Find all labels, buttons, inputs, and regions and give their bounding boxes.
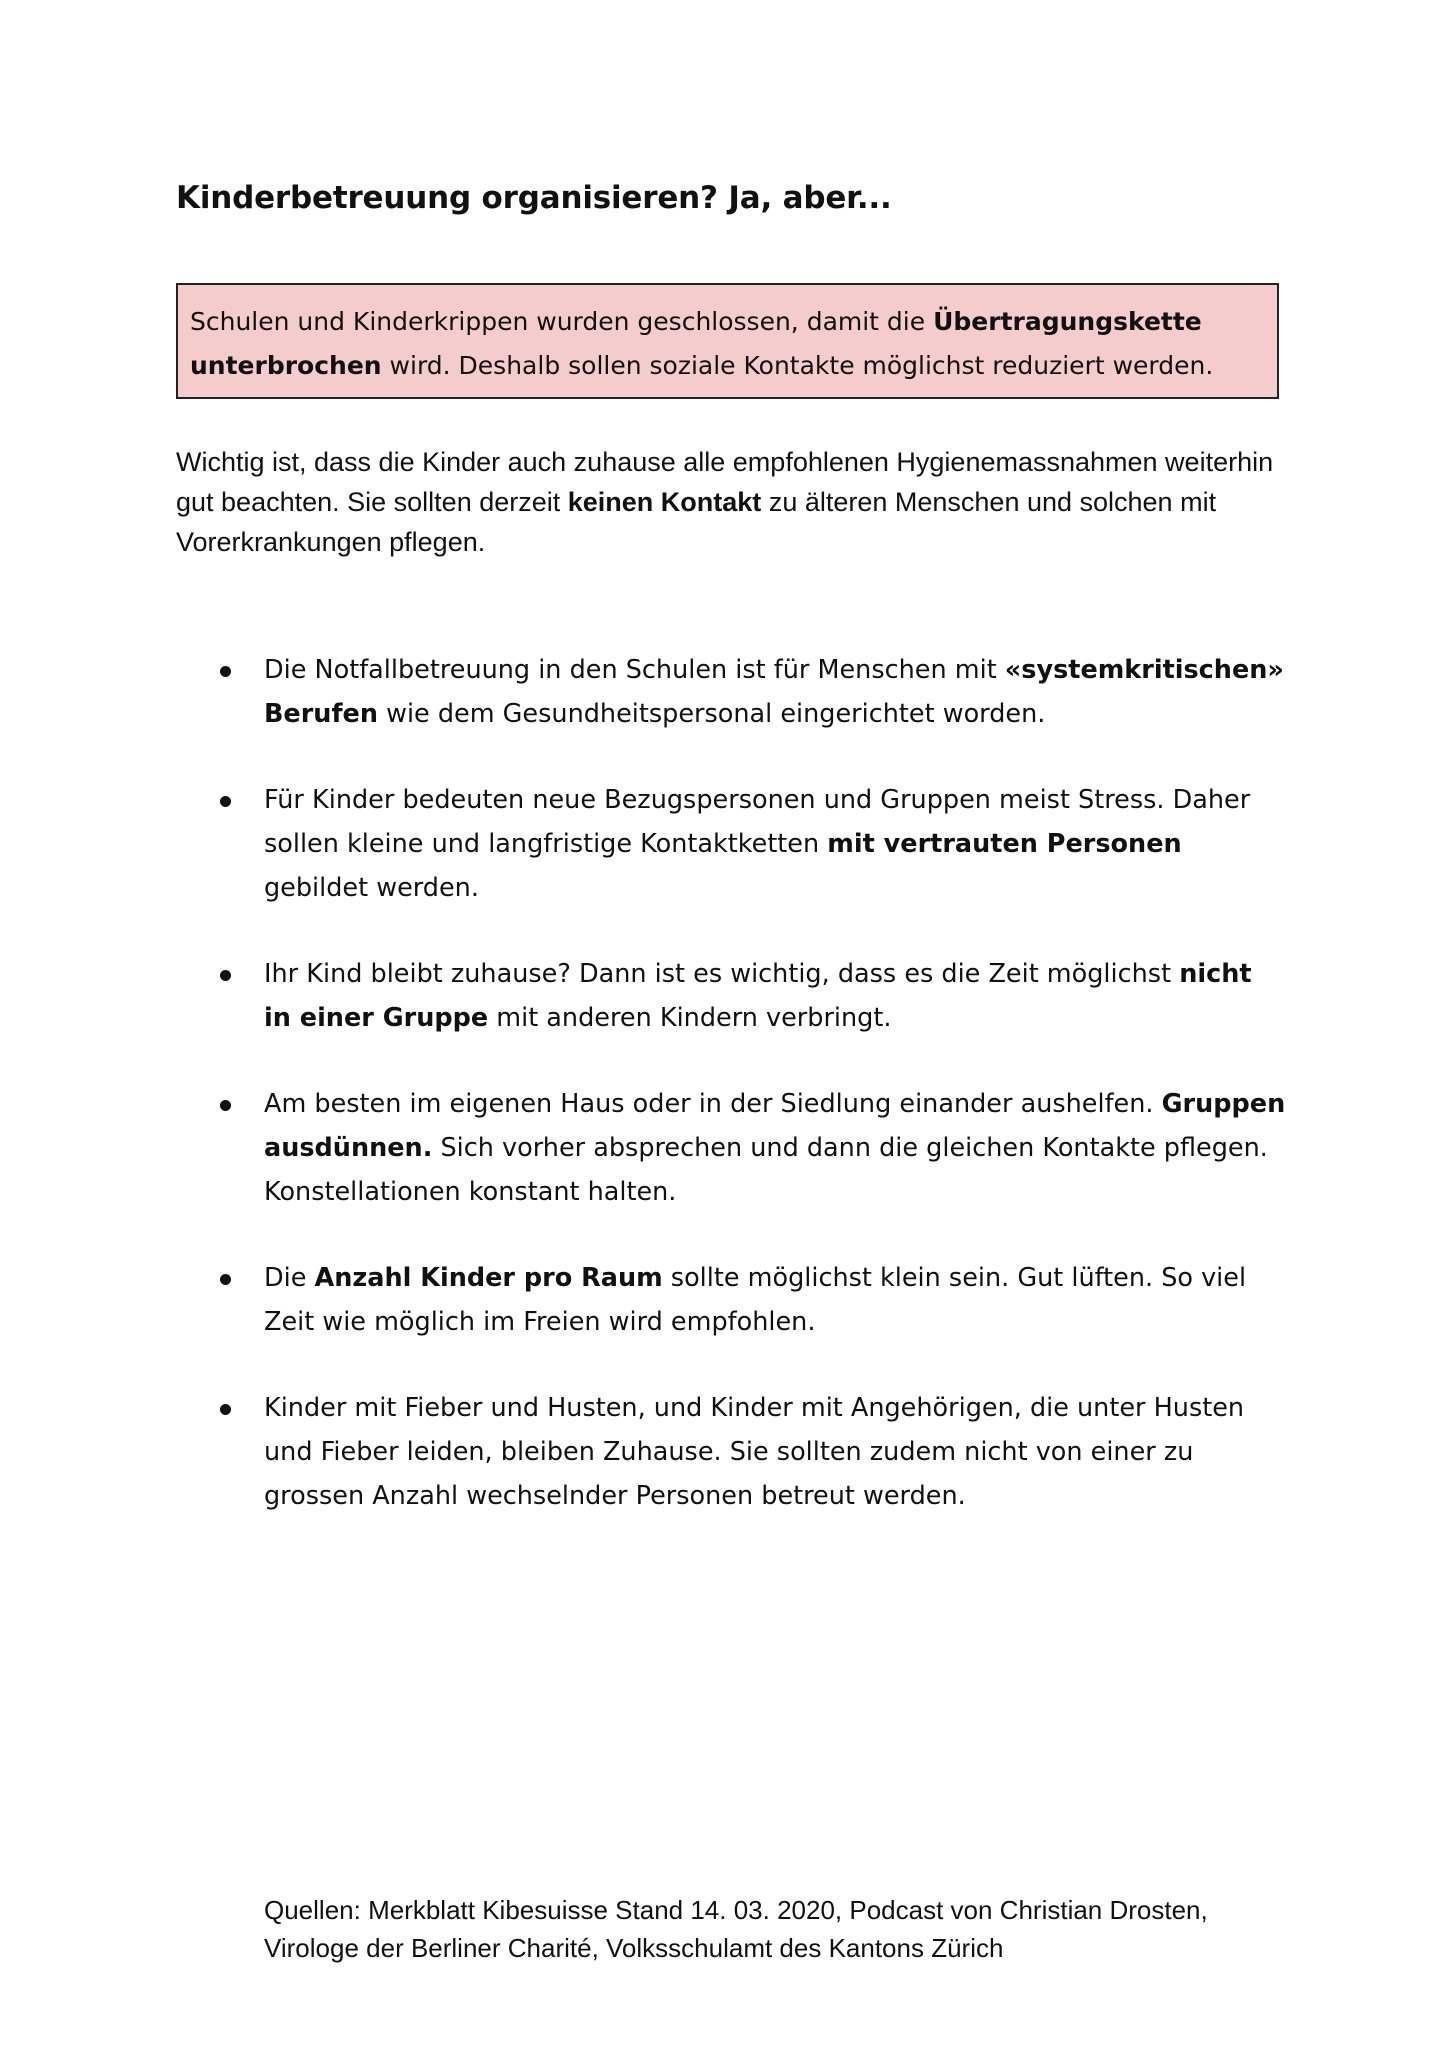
intro-text: Wichtig ist, dass die Kinder auch zuhause alle empfohlenen Hygienemassnahmen weiterhin gut beachten. Sie sollten derzeit bbox=[176, 447, 1274, 517]
list-item-text: Am besten im eigenen Haus oder in der Siedlung einander aushelfen. bbox=[264, 1089, 1162, 1119]
notice-text: Schulen und Kinderkrippen wurden geschlossen, damit die bbox=[190, 307, 934, 336]
bullet-icon bbox=[220, 666, 231, 677]
intro-paragraph bbox=[176, 442, 1286, 562]
list-item bbox=[176, 648, 1286, 736]
intro-emphasis: keinen Kontakt bbox=[567, 487, 762, 517]
recommendation-list bbox=[176, 648, 1286, 1560]
bullet-icon bbox=[220, 1404, 231, 1415]
list-item-text-continued: Sich vorher absprechen und dann die gleichen Kontakte pflegen. Konstellationen konstant halten. bbox=[264, 1133, 1268, 1207]
list-item-text-continued: mit anderen Kindern verbringt. bbox=[488, 1003, 892, 1033]
bullet-icon bbox=[220, 796, 231, 807]
list-item-emphasis: mit vertrauten Personen bbox=[827, 829, 1182, 859]
notice-emphasis: Übertragungskette unterbrochen bbox=[190, 307, 1202, 380]
notice-box bbox=[176, 283, 1279, 399]
list-item-text: Kinder mit Fieber und Husten, und Kinder mit Angehörigen, die unter Husten und Fieber leiden, bleiben Zuhause. Sie sollten zudem nicht von einer zu grossen Anzahl wechselnder Personen betreut werden. bbox=[264, 1393, 1245, 1511]
list-item bbox=[176, 1256, 1286, 1344]
list-item-text: Die bbox=[264, 1263, 315, 1293]
intro-text-continued: zu älteren Menschen und solchen mit Vorerkrankungen pflegen. bbox=[176, 487, 1217, 557]
notice-text-continued: wird. Deshalb sollen soziale Kontakte möglichst reduziert werden. bbox=[381, 351, 1214, 380]
list-item-emphasis: «systemkritischen» Berufen bbox=[264, 655, 1284, 729]
list-item-text-continued: sollte möglichst klein sein. Gut lüften. So viel Zeit wie möglich im Freien wird empfohlen. bbox=[264, 1263, 1247, 1337]
list-item bbox=[176, 952, 1286, 1040]
bullet-icon bbox=[220, 1274, 231, 1285]
list-item-emphasis: Gruppen ausdünnen. bbox=[264, 1089, 1286, 1163]
document-title: Kinderbetreuung organisieren? Ja, aber... bbox=[176, 180, 892, 216]
list-item-text: Ihr Kind bleibt zuhause? Dann ist es wichtig, dass es die Zeit möglichst bbox=[264, 959, 1180, 989]
list-item bbox=[176, 1082, 1286, 1214]
sources-line-2: Virologe der Berliner Charité, Volksschulamt des Kantons Zürich bbox=[264, 1933, 1004, 1963]
list-item bbox=[176, 778, 1286, 910]
list-item-emphasis: Anzahl Kinder pro Raum bbox=[314, 1263, 663, 1293]
list-item-text-continued: gebildet werden. bbox=[264, 873, 479, 903]
sources-footer bbox=[264, 1891, 1324, 1967]
list-item-text: Für Kinder bedeuten neue Bezugspersonen und Gruppen meist Stress. Daher sollen kleine und langfristige Kontaktketten bbox=[264, 785, 1251, 859]
list-item-text-continued: wie dem Gesundheitspersonal eingerichtet worden. bbox=[378, 699, 1046, 729]
bullet-icon bbox=[220, 1100, 231, 1111]
sources-line-1: Quellen: Merkblatt Kibesuisse Stand 14. 03. 2020, Podcast von Christian Drosten, bbox=[264, 1895, 1208, 1925]
bullet-icon bbox=[220, 970, 231, 981]
list-item-text: Die Notfallbetreuung in den Schulen ist für Menschen mit bbox=[264, 655, 1005, 685]
list-item-emphasis: nicht in einer Gruppe bbox=[264, 959, 1252, 1033]
list-item bbox=[176, 1386, 1286, 1518]
